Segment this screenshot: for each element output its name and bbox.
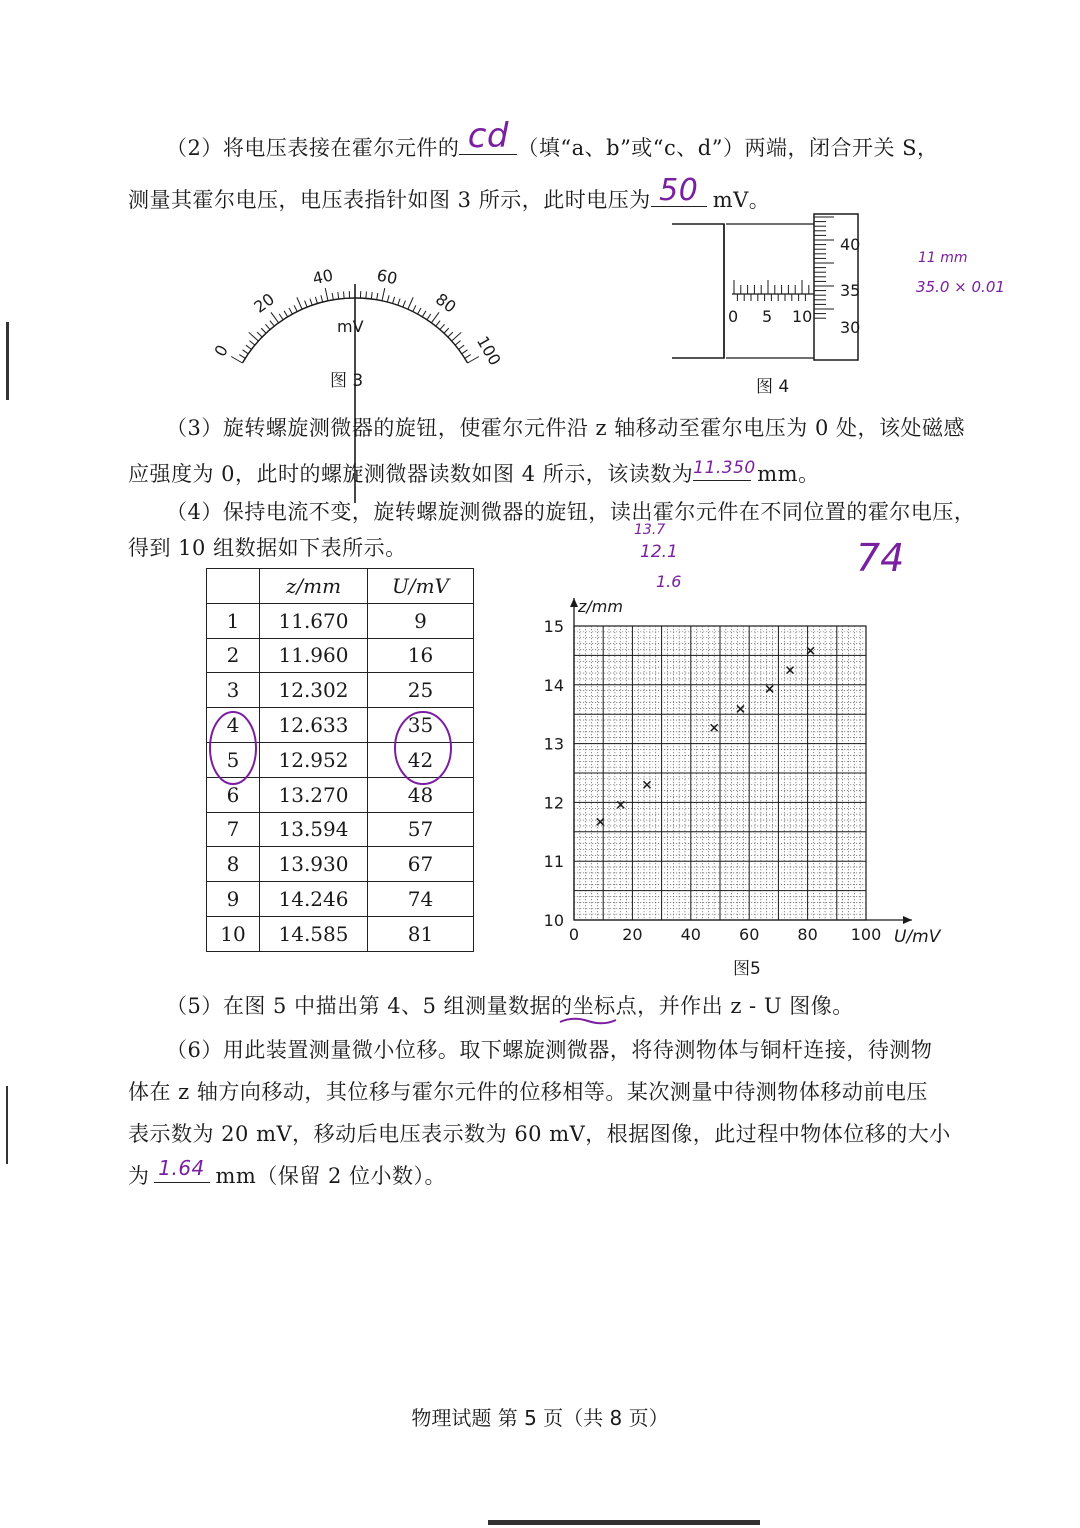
voltmeter-tick: [270, 321, 274, 326]
q6-line-1: （6）用此装置测量微小位移。取下螺旋测微器，将待测物体与铜杆连接，待测物: [166, 1038, 933, 1062]
voltmeter-tick: [465, 355, 471, 359]
figure-3-caption: 图 3: [330, 371, 364, 391]
table-cell: 13.930: [260, 847, 368, 882]
q2-line-1: （2）将电压表接在霍尔元件的 cd （填“a、b”或“c、d”）两端，闭合开关 S，: [166, 116, 939, 160]
table-cell: 9: [207, 882, 260, 917]
table-cell: 9: [368, 603, 474, 638]
answer-blank-terminals: [459, 116, 517, 156]
chart-x-tick-label: 0: [568, 925, 580, 944]
chart-points: [597, 647, 814, 825]
table-cell: 11.670: [260, 603, 368, 638]
chart-axes: [570, 598, 912, 924]
handwritten-note-mm: 11 mm: [918, 250, 968, 266]
voltmeter-tick: [377, 293, 378, 300]
voltmeter-tick: [344, 291, 345, 298]
voltmeter-tick-label: 80: [431, 289, 460, 317]
voltmeter-tick: [393, 297, 395, 304]
table-row: [207, 847, 474, 882]
answer-terminals: cd: [467, 116, 510, 156]
handwritten-circles: [200, 708, 460, 792]
answer-blank-reading: [693, 456, 756, 481]
micrometer-figure: [668, 208, 868, 368]
chart-point: [737, 705, 744, 712]
voltmeter-tick: [249, 341, 254, 345]
voltmeter-unit: mV: [337, 317, 364, 336]
table-cell: 74: [368, 882, 474, 917]
voltmeter-tick-label: 60: [375, 265, 400, 289]
table-header-row: [207, 569, 474, 604]
voltmeter-tick: [261, 328, 266, 333]
voltmeter-tick: [403, 301, 406, 308]
voltmeter-tick: [444, 328, 449, 333]
q3-line-1: （3）旋转螺旋测微器的旋钮，使霍尔元件沿 z 轴移动至霍尔电压为 0 处，该处磁感: [166, 416, 965, 440]
answer-blank-displacement: [154, 1158, 210, 1183]
q4-line-1: （4）保持电流不变，旋转螺旋测微器的旋钮，读出霍尔元件在不同位置的霍尔电压，: [166, 500, 976, 524]
table-cell: 48: [368, 777, 474, 812]
q6-line-4: 为 1.64 mm（保留 2 位小数）。: [128, 1156, 447, 1188]
voltmeter-figure: [210, 228, 505, 369]
chart-y-tick-label: 12: [543, 793, 564, 813]
table-cell: 25: [368, 673, 474, 708]
chart-x-axis-label: U/mV: [894, 927, 941, 947]
table-cell: 67: [368, 847, 474, 882]
table-header-index: [207, 569, 260, 604]
voltmeter-tick: [249, 332, 259, 341]
voltmeter-tick-label: 40: [310, 265, 335, 289]
voltmeter-tick: [315, 297, 317, 304]
voltmeter-tick: [455, 341, 460, 345]
voltmeter-tick: [332, 293, 333, 300]
voltmeter-tick: [321, 295, 323, 302]
voltmeter-tick-label: 100: [472, 332, 505, 369]
answer-reading: 11.350: [693, 458, 756, 478]
table-cell: 1: [207, 603, 260, 638]
voltmeter-tick: [398, 299, 400, 306]
voltmeter-tick: [279, 314, 283, 320]
voltmeter-tick: [310, 299, 312, 306]
table-cell: 6: [207, 777, 260, 812]
main-scale-label-5: 5: [762, 307, 773, 326]
voltmeter-tick: [462, 350, 468, 354]
voltmeter-tick: [289, 308, 292, 314]
table-cell: 12.302: [260, 673, 368, 708]
chart-y-tick-label: 11: [543, 852, 564, 872]
q4-line-2: 得到 10 组数据如下表所示。: [128, 536, 407, 560]
figure-5-caption: 图5: [733, 959, 761, 979]
table-cell: 13.270: [260, 777, 368, 812]
table-row: [207, 882, 474, 917]
answer-displacement: 1.64: [158, 1156, 205, 1180]
voltmeter-tick: [265, 324, 270, 329]
table-cell: 42: [368, 742, 474, 777]
x-axis-arrow: [903, 916, 912, 924]
answer-voltage: 50: [659, 173, 699, 208]
voltmeter-tick: [284, 311, 288, 317]
voltmeter-tick: [408, 297, 413, 309]
thimble-label-30: 30: [840, 318, 861, 337]
table-cell: 35: [368, 708, 474, 743]
voltmeter-tick: [431, 312, 439, 323]
micrometer-main-scale: [732, 280, 814, 301]
answer-blank-voltage: [651, 173, 707, 208]
main-scale-label-0: 0: [728, 307, 739, 326]
voltmeter-tick: [448, 332, 453, 337]
table-cell: 3: [207, 673, 260, 708]
handwritten-scribble-3: 1.6: [656, 572, 682, 591]
voltmeter-tick: [271, 312, 279, 323]
table-cell: 14.585: [260, 916, 368, 951]
chart-y-tick-label: 14: [543, 675, 564, 695]
table-cell: 12.952: [260, 742, 368, 777]
micrometer-frame: [672, 224, 724, 358]
voltmeter-tick: [239, 355, 245, 359]
table-row: [207, 673, 474, 708]
chart-x-tick-label: 20: [622, 925, 643, 944]
table-cell: 16: [368, 638, 474, 673]
chart-y-tick-label: 10: [543, 911, 564, 930]
voltmeter-tick: [459, 345, 465, 349]
figure-5-chart: [530, 590, 950, 950]
handwritten-scribble-1: 13.7: [634, 522, 666, 538]
voltmeter-tick: [387, 295, 389, 302]
main-scale-label-10: 10: [792, 307, 813, 326]
table-cell: 2: [207, 638, 260, 673]
voltmeter-tick-label: 20: [250, 289, 279, 317]
micrometer-thimble-scale: [814, 217, 834, 318]
chart-tick-labels: [544, 617, 882, 944]
y-axis-arrow: [570, 598, 578, 607]
voltmeter-tick: [413, 305, 416, 311]
voltmeter-tick: [325, 288, 328, 301]
chart-x-tick-label: 100: [850, 925, 882, 944]
voltmeter-tick: [440, 324, 445, 329]
voltmeter-tick: [257, 332, 262, 337]
table-row: [207, 812, 474, 847]
chart-point: [766, 685, 773, 692]
voltmeter-tick: [297, 297, 302, 309]
voltmeter-tick: [382, 288, 385, 301]
handwritten-underline: [558, 1014, 618, 1026]
voltmeter-tick: [427, 314, 431, 320]
q2-line-2: 测量其霍尔电压，电压表指针如图 3 所示，此时电压为 50 mV。: [128, 173, 771, 212]
voltmeter-tick: [294, 305, 297, 311]
voltmeter-tick: [243, 350, 249, 354]
table-row: [207, 638, 474, 673]
voltmeter-tick: [338, 292, 339, 299]
chart-point: [787, 667, 794, 674]
table-row: [207, 603, 474, 638]
handwritten-scribble-4: 74: [856, 536, 905, 580]
q3-line-2: 应强度为 0，此时的螺旋测微器读数如图 4 所示，该读数为 11.350 mm。: [128, 458, 820, 486]
voltmeter-tick: [371, 292, 372, 299]
chart-grid: [574, 626, 866, 920]
page-edge-mark-top: [6, 322, 9, 400]
handwritten-scribble-2: 12.1: [640, 542, 678, 562]
voltmeter-tick: [231, 357, 242, 364]
chart-y-axis-label: z/mm: [578, 597, 623, 616]
table-cell: 5: [207, 742, 260, 777]
voltmeter-tick: [246, 345, 252, 349]
voltmeter-tick: [366, 291, 367, 298]
chart-x-tick-label: 80: [797, 925, 818, 944]
voltmeter-tick: [452, 332, 462, 341]
table-cell: 14.246: [260, 882, 368, 917]
voltmeter-tick: [422, 311, 426, 317]
table-cell: 7: [207, 812, 260, 847]
handwritten-note-reading: 35.0 × 0.01: [916, 278, 1005, 296]
chart-x-tick-label: 40: [680, 925, 701, 944]
table-cell: 81: [368, 916, 474, 951]
table-row: [207, 916, 474, 951]
table-cell: 4: [207, 708, 260, 743]
thimble-label-40: 40: [840, 235, 861, 254]
q6-line-2: 体在 z 轴方向移动，其位移与霍尔元件的位移相等。某次测量中待测物体移动前电压: [128, 1080, 928, 1104]
voltmeter-tick-label: 0: [210, 341, 232, 360]
table-cell: 8: [207, 847, 260, 882]
chart-y-tick-label: 15: [543, 617, 564, 636]
table-cell: 13.594: [260, 812, 368, 847]
table-cell: 12.633: [260, 708, 368, 743]
chart-y-tick-label: 13: [543, 734, 564, 754]
q6-line-3: 表示数为 20 mV，移动后电压表示数为 60 mV，根据图像，此过程中物体位移的大小: [128, 1122, 951, 1146]
page-edge-mark-bottom: [6, 1086, 8, 1164]
table-header-z: z/mm: [260, 569, 368, 604]
page-bottom-rule: [488, 1520, 760, 1525]
figure-4-caption: 图 4: [756, 377, 790, 397]
voltmeter-tick: [468, 357, 479, 364]
table-header-u: U/mV: [368, 569, 474, 604]
q5-line-1: （5）在图 5 中描出第 4、5 组测量数据的坐标点，并作出 z - U 图像。: [166, 994, 854, 1018]
thimble-label-35: 35: [840, 281, 861, 300]
table-cell: 57: [368, 812, 474, 847]
table-cell: 10: [207, 916, 260, 951]
chart-x-tick-label: 60: [739, 925, 760, 944]
page-footer: 物理试题 第 5 页（共 8 页）: [411, 1406, 669, 1430]
voltmeter-tick: [305, 301, 308, 308]
voltmeter-tick: [418, 308, 421, 314]
voltmeter-tick: [436, 321, 440, 326]
table-cell: 11.960: [260, 638, 368, 673]
